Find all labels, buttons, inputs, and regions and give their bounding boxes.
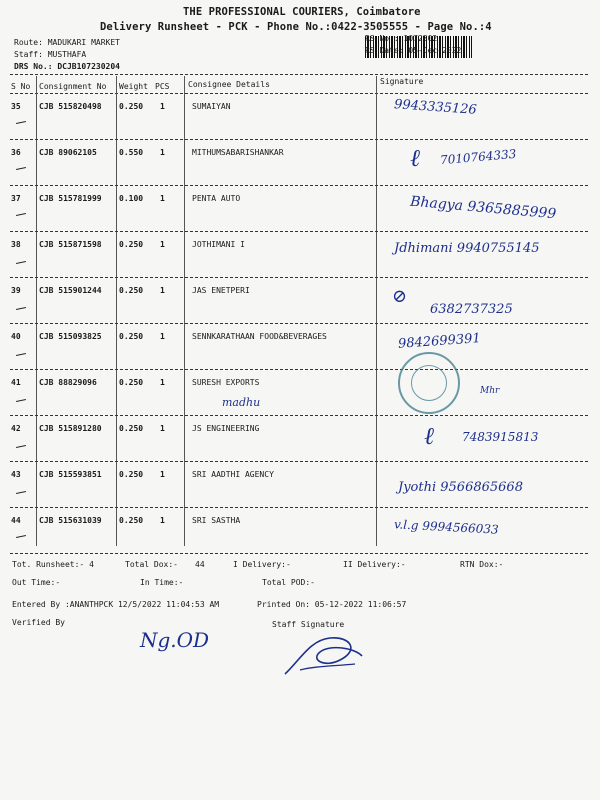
row-signature: 9842699391 bbox=[397, 331, 482, 352]
row-consignment: CJB 515593851 bbox=[39, 470, 102, 479]
row-consignment: CJB 515891280 bbox=[39, 424, 102, 433]
row-consignment: CJB 515820498 bbox=[39, 102, 102, 111]
row-consignment: CJB 89062105 bbox=[39, 148, 97, 157]
verified-by-label: Verified By bbox=[12, 618, 65, 627]
table-row bbox=[0, 418, 600, 464]
row-sno: 42 bbox=[11, 424, 21, 433]
row-weight: 0.100 bbox=[119, 194, 144, 203]
row-pcs: 1 bbox=[160, 332, 165, 341]
total-pod-label: Total POD:- bbox=[262, 578, 315, 587]
row-sno: 40 bbox=[11, 332, 21, 341]
table-row bbox=[0, 234, 600, 280]
row-consignee: SUMAIYAN bbox=[192, 102, 231, 111]
route-label: Route: MADUKARI MARKET bbox=[14, 38, 120, 47]
table-row bbox=[0, 464, 600, 510]
row-divider bbox=[10, 415, 588, 416]
verified-signature: Ng.OD bbox=[140, 628, 210, 652]
row-tick-mark bbox=[16, 167, 26, 170]
ii-delivery-label: II Delivery:- bbox=[343, 560, 406, 569]
staff-label: Staff: MUSTHAFA bbox=[14, 50, 87, 59]
row-pcs: 1 bbox=[160, 148, 165, 157]
row-signature: madhu bbox=[222, 396, 261, 409]
row-weight: 0.250 bbox=[119, 240, 144, 249]
printed-on: Printed On: 05-12-2022 11:06:57 bbox=[257, 600, 407, 609]
row-weight: 0.250 bbox=[119, 424, 144, 433]
col-header-weight: Weight bbox=[119, 82, 148, 91]
col-header-signature: Signature bbox=[380, 77, 424, 86]
row-sno: 35 bbox=[11, 102, 21, 111]
row-signature: v.l.g 9994566033 bbox=[393, 517, 499, 537]
rtn-dox-label: RTN Dox:- bbox=[460, 560, 504, 569]
row-divider bbox=[10, 323, 588, 324]
row-consignee: JS ENGINEERING bbox=[192, 424, 260, 433]
staff-signature-scribble bbox=[280, 630, 370, 680]
row-weight: 0.550 bbox=[119, 148, 144, 157]
row-pcs: 1 bbox=[160, 194, 165, 203]
row-consignment: CJB 515093825 bbox=[39, 332, 102, 341]
row-weight: 0.250 bbox=[119, 102, 144, 111]
table-bottom-rule bbox=[10, 553, 588, 554]
row-sno: 36 bbox=[11, 148, 21, 157]
row-signature: 7483915813 bbox=[462, 430, 539, 444]
table-row bbox=[0, 188, 600, 234]
staff-signature-label: Staff Signature bbox=[272, 620, 345, 629]
row-pcs: 1 bbox=[160, 470, 165, 479]
total-runsheet: Tot. Runsheet:- 4 bbox=[12, 560, 94, 569]
col-header-consignment: Consignment No bbox=[39, 82, 107, 91]
row-weight: 0.250 bbox=[119, 470, 144, 479]
row-signature: 6382737325 bbox=[430, 302, 513, 317]
row-divider bbox=[10, 231, 588, 232]
col-header-consignee: Consignee Details bbox=[188, 80, 270, 89]
company-seal-stamp bbox=[398, 352, 460, 414]
table-row bbox=[0, 326, 600, 372]
row-consignee: JAS ENETPERI bbox=[192, 286, 250, 295]
row-weight: 0.250 bbox=[119, 378, 144, 387]
row-pcs: 1 bbox=[160, 102, 165, 111]
row-sno: 37 bbox=[11, 194, 21, 203]
row-tick-mark bbox=[16, 445, 26, 448]
row-pcs: 1 bbox=[160, 286, 165, 295]
row-divider bbox=[10, 507, 588, 508]
row-sno: 41 bbox=[11, 378, 21, 387]
total-dox-value: 44 bbox=[195, 560, 205, 569]
col-header-pcs: PCS bbox=[155, 82, 170, 91]
row-signature: 9943335126 bbox=[393, 97, 478, 118]
row-signature: 7010764333 bbox=[439, 146, 517, 168]
entered-by: Entered By :ANANTHPCK 12/5/2022 11:04:53 AM bbox=[12, 600, 220, 609]
row-consignee: SRI SASTHA bbox=[192, 516, 241, 525]
row-sno: 39 bbox=[11, 286, 21, 295]
row-divider bbox=[10, 185, 588, 186]
table-row bbox=[0, 280, 600, 326]
signature-scribble: ⊘ bbox=[392, 286, 408, 307]
row-divider bbox=[10, 369, 588, 370]
row-signature: Bhagya 9365885999 bbox=[409, 193, 557, 223]
row-consignee: SENNKARATHAAN FOOD&BEVERAGES bbox=[192, 332, 327, 341]
row-divider bbox=[10, 461, 588, 462]
row-consignment: CJB 515871598 bbox=[39, 240, 102, 249]
row-pcs: 1 bbox=[160, 516, 165, 525]
signature-scribble: Mhr bbox=[480, 386, 500, 396]
row-weight: 0.250 bbox=[119, 332, 144, 341]
row-divider bbox=[10, 277, 588, 278]
out-time-label: Out Time:- bbox=[12, 578, 61, 587]
row-tick-mark bbox=[16, 261, 26, 264]
row-tick-mark bbox=[16, 535, 26, 538]
row-sno: 38 bbox=[11, 240, 21, 249]
row-consignee: MITHUMSABARISHANKAR bbox=[192, 148, 284, 157]
row-consignment: CJB 88829096 bbox=[39, 378, 97, 387]
table-row bbox=[0, 142, 600, 188]
row-tick-mark bbox=[16, 353, 26, 356]
row-pcs: 1 bbox=[160, 378, 165, 387]
row-consignee: JOTHIMANI I bbox=[192, 240, 245, 249]
signature-scribble: ℓ bbox=[424, 422, 434, 450]
row-consignee: SURESH EXPORTS bbox=[192, 378, 260, 387]
i-delivery-label: I Delivery:- bbox=[233, 560, 291, 569]
total-dox-label: Total Dox:- bbox=[125, 560, 178, 569]
col-header-sno: S No bbox=[11, 82, 31, 91]
table-row bbox=[0, 372, 600, 418]
runsheet-title: Delivery Runsheet - PCK - Phone No.:0422-3505555 - Page No.:4 bbox=[100, 21, 492, 33]
company-title: THE PROFESSIONAL COURIERS, Coimbatore bbox=[183, 6, 421, 18]
signature-scribble: ℓ bbox=[410, 144, 420, 172]
row-tick-mark bbox=[16, 491, 26, 494]
row-tick-mark bbox=[16, 399, 26, 402]
row-pcs: 1 bbox=[160, 424, 165, 433]
row-divider bbox=[10, 139, 588, 140]
rs-date: RS Date: 05-Dec-2022 bbox=[365, 46, 462, 55]
row-sno: 43 bbox=[11, 470, 21, 479]
row-weight: 0.250 bbox=[119, 516, 144, 525]
row-consignment: CJB 515901244 bbox=[39, 286, 102, 295]
row-consignee: PENTA AUTO bbox=[192, 194, 241, 203]
table-row bbox=[0, 510, 600, 556]
rs-number: RS No.: 1072302 bbox=[365, 34, 438, 43]
row-tick-mark bbox=[16, 307, 26, 310]
row-sno: 44 bbox=[11, 516, 21, 525]
row-weight: 0.250 bbox=[119, 286, 144, 295]
row-tick-mark bbox=[16, 213, 26, 216]
row-tick-mark bbox=[16, 121, 26, 124]
row-signature: Jyothi 9566865668 bbox=[398, 480, 523, 495]
row-signature: Jdhimani 9940755145 bbox=[394, 241, 540, 256]
in-time-label: In Time:- bbox=[140, 578, 184, 587]
row-consignee: SRI AADTHI AGENCY bbox=[192, 470, 274, 479]
table-top-rule bbox=[10, 74, 588, 75]
row-consignment: CJB 515781999 bbox=[39, 194, 102, 203]
table-row bbox=[0, 96, 600, 142]
row-consignment: CJB 515631039 bbox=[39, 516, 102, 525]
row-pcs: 1 bbox=[160, 240, 165, 249]
table-header-rule bbox=[10, 93, 588, 94]
drs-number: DRS No.: DCJB107230204 bbox=[14, 62, 120, 71]
